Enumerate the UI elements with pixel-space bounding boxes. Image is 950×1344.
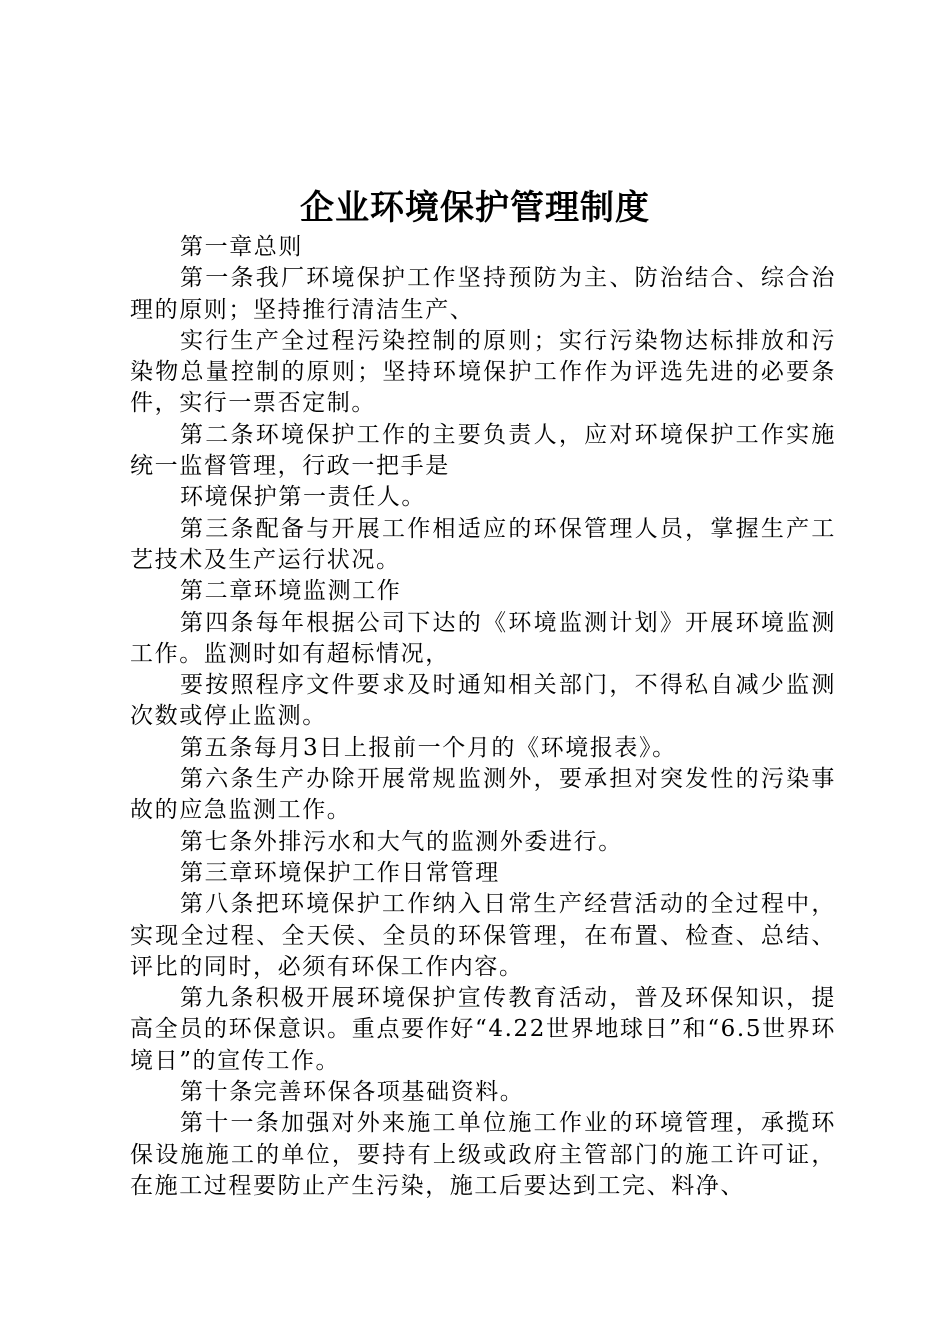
body-paragraph: 第九条积极开展环境保护宣传教育活动，普及环保知识，提高全员的环保意识。重点要作好“4.22世界地球日”和“6.5世界环境日”的宣传工作。	[130, 985, 836, 1074]
body-paragraph: 第七条外排污水和大气的监测外委进行。	[180, 828, 623, 855]
chapter-heading: 第二章环境监测工作	[180, 578, 402, 605]
chapter-heading: 第一章总则	[180, 234, 303, 260]
body-paragraph: 第五条每月3日上报前一个月的《环境报表》。	[180, 734, 677, 761]
body-paragraph: 要按照程序文件要求及时通知相关部门，不得私自减少监测次数或停止监测。	[130, 672, 836, 730]
body-paragraph: 第三条配备与开展工作相适应的环保管理人员，掌握生产工艺技术及生产运行状况。	[130, 515, 836, 573]
body-paragraph: 第二条环境保护工作的主要负责人，应对环境保护工作实施统一监督管理，行政一把手是	[130, 421, 836, 480]
body-paragraph: 第十一条加强对外来施工单位施工作业的环境管理，承揽环保设施施工的单位，要持有上级或政府主管部门的施工许可证，在施工过程要防止产生污染，施工后要达到工完、料净、	[130, 1110, 836, 1199]
document-body	[130, 232, 836, 1202]
body-paragraph: 第十条完善环保各项基础资料。	[180, 1079, 525, 1106]
body-paragraph: 第六条生产办除开展常规监测外，要承担对突发性的污染事故的应急监测工作。	[130, 766, 836, 824]
body-paragraph: 环境保护第一责任人。	[180, 484, 426, 511]
body-paragraph: 第四条每年根据公司下达的《环境监测计划》开展环境监测工作。监测时如有超标情况，	[130, 609, 836, 667]
body-paragraph: 第八条把环境保护工作纳入日常生产经营活动的全过程中，实现全过程、全天侯、全员的环保管理，在布置、检查、总结、评比的同时，必须有环保工作内容。	[130, 891, 836, 980]
document-title: 企业环境保护管理制度	[300, 188, 650, 228]
chapter-heading: 第三章环境保护工作日常管理	[180, 859, 500, 886]
body-paragraph: 第一条我厂环境保护工作坚持预防为主、防治结合、综合治理的原则；坚持推行清洁生产、	[130, 265, 836, 323]
body-paragraph: 实行生产全过程污染控制的原则；实行污染物达标排放和污染物总量控制的原则；坚持环境保护工作作为评选先进的必要条件，实行一票否定制。	[130, 327, 836, 417]
